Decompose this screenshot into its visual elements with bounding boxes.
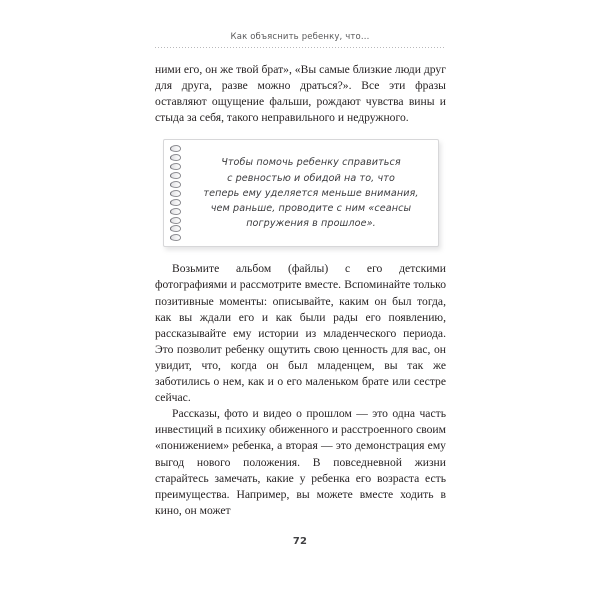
callout-line: погружения в прошлое».	[246, 218, 376, 230]
notepad-card	[163, 139, 439, 247]
header-dotted-rule	[155, 47, 445, 48]
running-head-title: Как объяснить ребенку, что...	[230, 32, 370, 42]
paragraph-continuation: ними его, он же твой брат», «Вы самые близкие люди друг для друга, разве можно драться?». Все эти фразы оставляют ощущение фальши, рождают чувства вины и стыда за себя, такого неправильного и недружного.	[155, 63, 446, 125]
spiral-ring-icon	[170, 234, 181, 241]
paragraph-photo-album: Возьмите альбом (файлы) с его детскими фотографиями и рассмотрите вместе. Вспоминайте только позитивные моменты: описывайте, каким он был тогда, как вы ждали его и как были рады его появлению, рассказывайте ему истории из младенческого периода. Это позволит ребенку ощутить свою ценность для вас, он увидит, что, когда он был младенцем, вы так же заботились о нем, как и о его маленьком брате или сестре сейчас.	[155, 262, 446, 405]
paragraph-investments: Рассказы, фото и видео о прошлом — это одна часть инвестиций в психику обиженного и расстроенного своим «понижением» ребенка, а вторая — это демонстрация ему выгод нового положения. В повседневной жизни старайтесь замечать, какие у ребенка его возраста есть преимущества. Например, вы можете вместе ходить в кино, он может	[155, 407, 446, 517]
spiral-ring-icon	[170, 199, 181, 206]
spiral-ring-icon	[170, 154, 181, 161]
spiral-ring-icon	[170, 217, 181, 224]
spiral-ring-icon	[170, 190, 181, 197]
callout-text	[198, 155, 424, 231]
page-number: 72	[292, 536, 308, 547]
spiral-binding-icon	[170, 145, 186, 241]
callout-line: Чтобы помочь ребенку справиться	[221, 157, 401, 169]
spiral-ring-icon	[170, 172, 181, 179]
callout-line: теперь ему уделяется меньше внимания,	[203, 187, 419, 199]
spiral-ring-icon	[170, 225, 181, 232]
callout-line: с ревностью и обидой на то, что	[227, 172, 395, 184]
callout-line: чем раньше, проводите с ним «сеансы	[210, 202, 412, 214]
running-head	[155, 33, 445, 48]
spiral-ring-icon	[170, 181, 181, 188]
text-column	[155, 62, 446, 519]
spiral-ring-icon	[170, 163, 181, 170]
spiral-ring-icon	[170, 145, 181, 152]
callout-note	[163, 139, 439, 247]
spiral-ring-icon	[170, 208, 181, 215]
